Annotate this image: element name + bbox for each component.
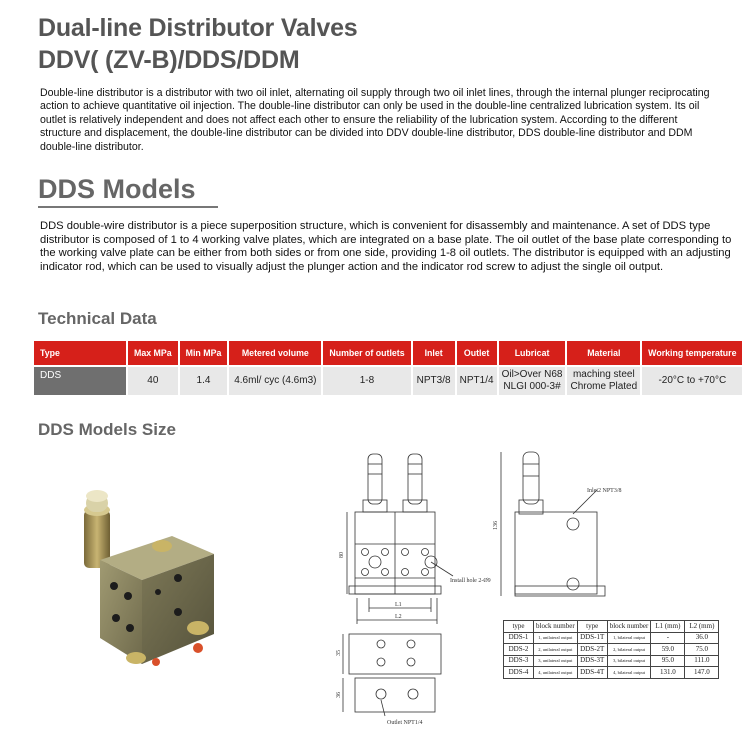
dim-col-l1: L1 (mm) xyxy=(651,621,685,633)
col-min-mpa: Min MPa xyxy=(180,341,228,365)
dim-36-label: 36 xyxy=(336,692,342,698)
dim-cell: DDS-4T xyxy=(577,667,607,679)
dim-cell: DDS-2T xyxy=(577,644,607,656)
material-line-1: maching steel xyxy=(572,369,635,380)
col-number-of-outlets: Number of outlets xyxy=(323,341,410,365)
dim-col-block: block number xyxy=(534,621,578,633)
dim-cell: 75.0 xyxy=(685,644,719,656)
table-row xyxy=(504,667,719,679)
outlet-label: Outlet NPT1/4 xyxy=(387,720,423,726)
dim-l1-label: L1 xyxy=(395,602,402,608)
technical-data-heading: Technical Data xyxy=(38,309,157,328)
inlet-label: Inlet2 NPT3/8 xyxy=(587,488,622,494)
page-subtitle: DDV( (ZV-B)/DDS/DDM xyxy=(38,46,300,74)
dim-cell: DDS-1T xyxy=(577,632,607,644)
col-material: Material xyxy=(567,341,640,365)
material-line-2: Chrome Plated xyxy=(570,381,638,392)
dim-cell: 2, bilateral output xyxy=(607,644,651,656)
col-metered-volume: Metered volume xyxy=(229,341,321,365)
dim-cell: DDS-3 xyxy=(504,655,534,667)
page-title: Dual-line Distributor Valves xyxy=(38,14,358,42)
dim-35-label: 35 xyxy=(336,650,342,656)
dim-cell: 95.0 xyxy=(651,655,685,667)
dim-cell: 2, unilateral output xyxy=(534,644,578,656)
dim-136-label: 136 xyxy=(493,521,499,530)
cell-number-of-outlets: 1-8 xyxy=(323,367,410,395)
dim-cell: 131.0 xyxy=(651,667,685,679)
distributor-product-photo xyxy=(76,488,226,678)
dim-cell: 4, bilateral output xyxy=(607,667,651,679)
col-outlet: Outlet xyxy=(457,341,497,365)
dim-cell: 36.0 xyxy=(685,632,719,644)
dim-cell: - xyxy=(651,632,685,644)
cell-max-mpa: 40 xyxy=(128,367,178,395)
dim-col-type-t: type xyxy=(577,621,607,633)
dim-cell: 59.0 xyxy=(651,644,685,656)
dds-models-size-heading: DDS Models Size xyxy=(38,420,176,439)
lubricant-line-2: NLGI 000-3# xyxy=(503,381,561,392)
lubricant-line-1: Oil>Over N68 xyxy=(501,369,563,380)
cell-lubricant xyxy=(499,367,566,395)
dim-cell: DDS-1 xyxy=(504,632,534,644)
dds-models-heading: DDS Models xyxy=(38,174,196,204)
dim-cell: 1, bilateral output xyxy=(607,632,651,644)
dim-header-row xyxy=(504,621,719,633)
table-row xyxy=(504,632,719,644)
table-row xyxy=(504,644,719,656)
cell-material xyxy=(567,367,640,395)
technical-data-table xyxy=(32,339,744,397)
col-type: Type xyxy=(34,341,126,365)
dim-col-block-t: block number xyxy=(607,621,651,633)
dim-cell: DDS-3T xyxy=(577,655,607,667)
dim-cell: 147.0 xyxy=(685,667,719,679)
dim-cell: 3, bilateral output xyxy=(607,655,651,667)
dimension-table xyxy=(503,620,719,679)
cell-inlet: NPT3/8 xyxy=(413,367,455,395)
dim-cell: 3, unilateral output xyxy=(534,655,578,667)
col-max-mpa: Max MPa xyxy=(128,341,178,365)
col-lubricant: Lubricat xyxy=(499,341,566,365)
cell-min-mpa: 1.4 xyxy=(180,367,228,395)
table-row xyxy=(34,367,742,395)
dim-l2-label: L2 xyxy=(395,614,402,620)
intro-paragraph: Double-line distributor is a distributor with two oil inlet, alternating oil supply through two oil inlet lines, through the internal plunger reciprocating action to achieve quantitative oil injection. The double-line distributor can only be used in the double-line centralized lubrication system. Its oil outlet is relatively independent and does not affect each other to ensure the reliability of the lubrication system. According to the different structure and displacement, the double-line distributor can be divided into DDV double-line distributor, DDS double-line distributor and DDM double-line distributor. xyxy=(40,87,710,153)
dim-cell: 111.0 xyxy=(685,655,719,667)
technical-drawing xyxy=(335,448,735,730)
dim-cell: DDS-2 xyxy=(504,644,534,656)
table-row xyxy=(504,655,719,667)
dim-col-l2: L2 (mm) xyxy=(685,621,719,633)
col-working-temperature: Working temperature xyxy=(642,341,742,365)
dds-models-paragraph: DDS double-wire distributor is a piece superposition structure, which is convenient for disassembly and maintenance. A set of DDS type distributor is composed of 1 to 4 working valve plates, which are integrated on a base plate. The oil outlet of the base plate corresponding to the working valve plate can be either from both sides or from one side, providing 1-8 oil outlets. The distributor is equipped with an adjusting indicator rod, which can be used to visually adjust the plunger action and the indicator rod screw to adjust the single oil output. xyxy=(40,220,732,273)
dim-cell: DDS-4 xyxy=(504,667,534,679)
cell-metered-volume: 4.6ml/ cyc (4.6m3) xyxy=(229,367,321,395)
table-header-row xyxy=(34,341,742,365)
cell-outlet: NPT1/4 xyxy=(457,367,497,395)
heading-underline xyxy=(38,206,218,208)
cell-type: DDS xyxy=(34,367,126,395)
dim-col-type: type xyxy=(504,621,534,633)
col-inlet: Inlet xyxy=(413,341,455,365)
dim-cell: 1, unilateral output xyxy=(534,632,578,644)
dim-cell: 4, unilateral output xyxy=(534,667,578,679)
install-hole-label: Install hole 2-Ø9 xyxy=(450,578,491,584)
cell-working-temperature: -20°C to +70°C xyxy=(642,367,742,395)
dim-80-label: 80 xyxy=(339,552,345,558)
